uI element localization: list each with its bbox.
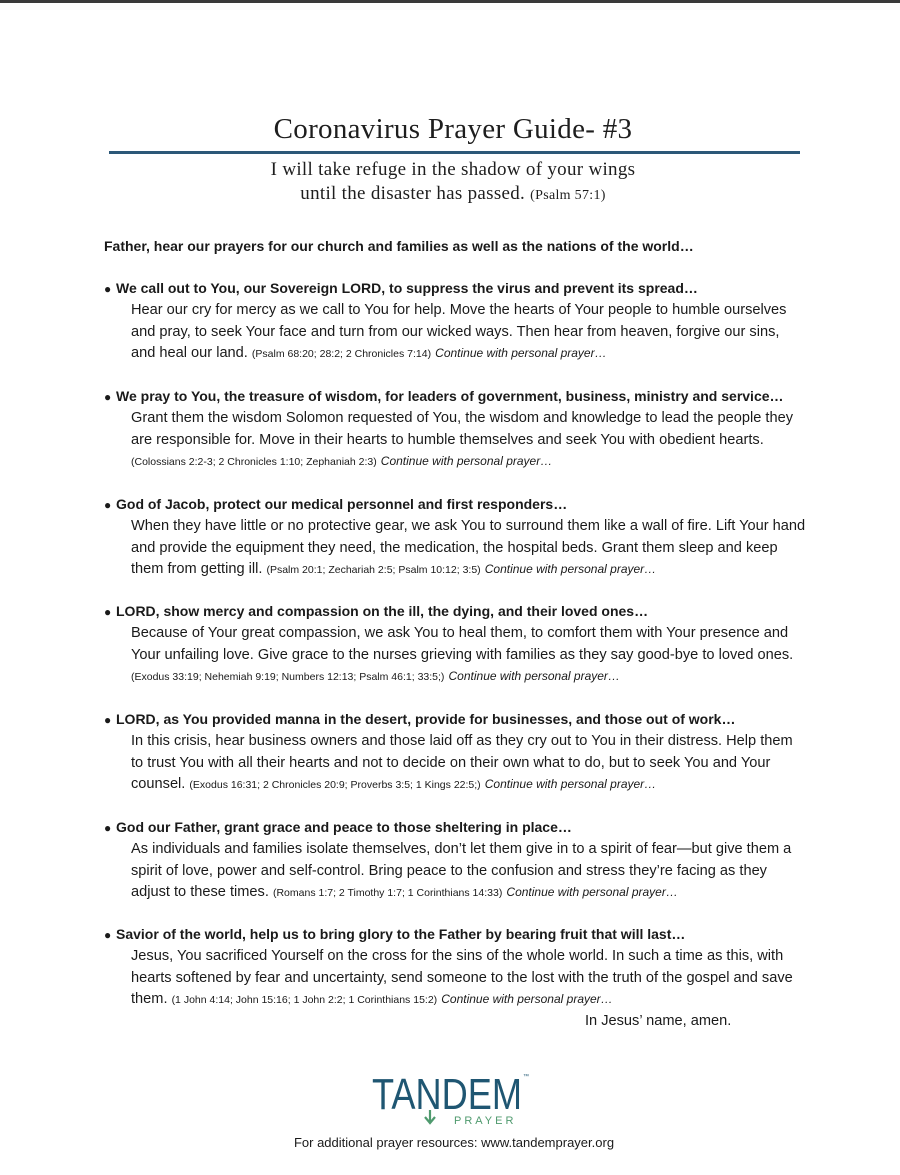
section-heading-text: LORD, show mercy and compassion on the ill, the dying, and their loved ones… [116, 603, 649, 619]
section-heading-text: God of Jacob, protect our medical personnel and first responders… [116, 496, 568, 512]
section-heading-text: We call out to You, our Sovereign LORD, to suppress the virus and prevent its spread… [116, 280, 698, 296]
section-heading [104, 386, 804, 408]
continue-prompt: Continue with personal prayer… [441, 992, 613, 1006]
logo-wordmark: TANDEM [372, 1070, 522, 1119]
section-body-text: Grant them the wisdom Solomon requested of You, the wisdom and knowledge to lead the people they are responsible for. Move in their hearts to humble themselves and seek You with obedient hearts. [131, 410, 794, 448]
prayer-section-4 [104, 601, 804, 689]
section-heading [104, 494, 804, 516]
bullet-icon: ● [104, 605, 112, 619]
section-body-text: Jesus, You sacrificed Yourself on the cross for the sins of the whole world. In such a time as this, with hearts softened by fear and uncertainty, send someone to the lost with the truth of the gospel and save them. [131, 948, 793, 1007]
section-heading-text: We pray to You, the treasure of wisdom, for leaders of government, business, ministry and service… [116, 388, 784, 404]
scripture-citation: (Psalm 68:20; 28:2; 2 Chronicles 7:14) [251, 348, 432, 360]
verse-line-1: I will take refuge in the shadow of your wings [270, 159, 636, 180]
prayer-section-2 [104, 386, 804, 474]
intro-text: Father, hear our prayers for our church and families as well as the nations of the world… [104, 238, 694, 254]
section-heading [104, 601, 804, 623]
logo-trademark: ™ [523, 1074, 529, 1080]
scripture-citation: (Psalm 20:1; Zechariah 2:5; Psalm 10:12; 3:5) [266, 564, 481, 576]
section-heading [104, 924, 804, 946]
section-body-text: Because of Your great compassion, we ask You to heal them, to comfort them with Your presence and Your unfailing love. Give grace to the nurses grieving with families as they say good-bye to loved ones. [131, 625, 794, 663]
section-heading-text: LORD, as You provided manna in the desert, provide for businesses, and those out of work… [116, 711, 736, 727]
verse-line-2 [0, 182, 900, 208]
section-body-text: Hear our cry for mercy as we call to You for help. Move the hearts of Your people to humble ourselves and pray, to seek Your face and turn from our wicked ways. Then hear from heaven, forgive our sins, and heal our land. [131, 302, 787, 361]
section-body [131, 623, 806, 689]
continue-prompt: Continue with personal prayer… [506, 885, 678, 899]
bullet-icon: ● [104, 713, 112, 727]
section-body-text: As individuals and families isolate themselves, don’t let them give in to a spirit of fear—but give them a spirit of love, power and self-control. Bring peace to the confusion and stress they’re facing as they adjust to these times. [131, 841, 792, 900]
section-heading [104, 709, 804, 731]
continue-prompt: Continue with personal prayer… [484, 562, 657, 576]
verse-block [0, 158, 900, 208]
section-heading-text: God our Father, grant grace and peace to those sheltering in place… [116, 819, 572, 835]
section-body-text: In this crisis, hear business owners and those laid off as they cry out to You in their distress. Help them to trust You with all their hearts and not to decide on their own what to do, but to seek You and Your counsel. [131, 733, 793, 792]
tandem-prayer-logo [370, 1066, 530, 1128]
continue-prompt: Continue with personal prayer… [435, 346, 607, 360]
section-body [131, 516, 806, 582]
continue-prompt: Continue with personal prayer… [448, 669, 620, 683]
continue-prompt: Continue with personal prayer… [380, 454, 553, 468]
section-body [131, 946, 806, 1012]
logo-tagline: PRAYER [454, 1115, 517, 1127]
closing-line: In Jesus’ name, amen. [585, 1013, 732, 1029]
bullet-icon: ● [104, 498, 112, 512]
prayer-section-7 [104, 924, 804, 1012]
scripture-citation: (Exodus 33:19; Nehemiah 9:19; Numbers 12:13; Psalm 46:1; 33:5;) [131, 671, 445, 683]
verse-reference: (Psalm 57:1) [530, 188, 606, 203]
section-body [131, 408, 806, 474]
section-body [131, 300, 806, 366]
bullet-icon: ● [104, 282, 112, 296]
scripture-citation: (Exodus 16:31; 2 Chronicles 20:9; Proverbs 3:5; 1 Kings 22:5;) [189, 779, 481, 791]
verse-line-2-text: until the disaster has passed. [300, 183, 526, 204]
bullet-icon: ● [104, 928, 112, 942]
continue-prompt: Continue with personal prayer… [484, 777, 657, 791]
prayer-section-1 [104, 278, 804, 366]
bullet-icon: ● [104, 390, 112, 404]
section-heading [104, 278, 804, 300]
section-heading [104, 817, 804, 839]
section-body [131, 839, 806, 905]
prayer-section-5 [104, 709, 804, 797]
scripture-citation: (1 John 4:14; John 15:16; 1 John 2:2; 1 Corinthians 15:2) [171, 994, 438, 1006]
prayer-section-6 [104, 817, 804, 905]
page-top-border [0, 0, 900, 3]
title-underline [109, 151, 800, 154]
scripture-citation: (Romans 1:7; 2 Timothy 1:7; 1 Corinthians 14:33) [272, 887, 503, 899]
prayer-section-3 [104, 494, 804, 582]
footer-resources: For additional prayer resources: www.tandemprayer.org [293, 1135, 615, 1150]
bullet-icon: ● [104, 821, 112, 835]
section-body-text: When they have little or no protective gear, we ask You to surround them like a wall of fire. Lift Your hand and provide the equipment they need, the medication, the hospital beds. Grant them sleep and keep them from getting ill. [131, 518, 806, 577]
section-heading-text: Savior of the world, help us to bring glory to the Father by bearing fruit that will last… [116, 926, 686, 942]
section-body [131, 731, 806, 797]
scripture-citation: (Colossians 2:2-3; 2 Chronicles 1:10; Zephaniah 2:3) [131, 456, 377, 468]
page-title: Coronavirus Prayer Guide- #3 [273, 113, 633, 145]
